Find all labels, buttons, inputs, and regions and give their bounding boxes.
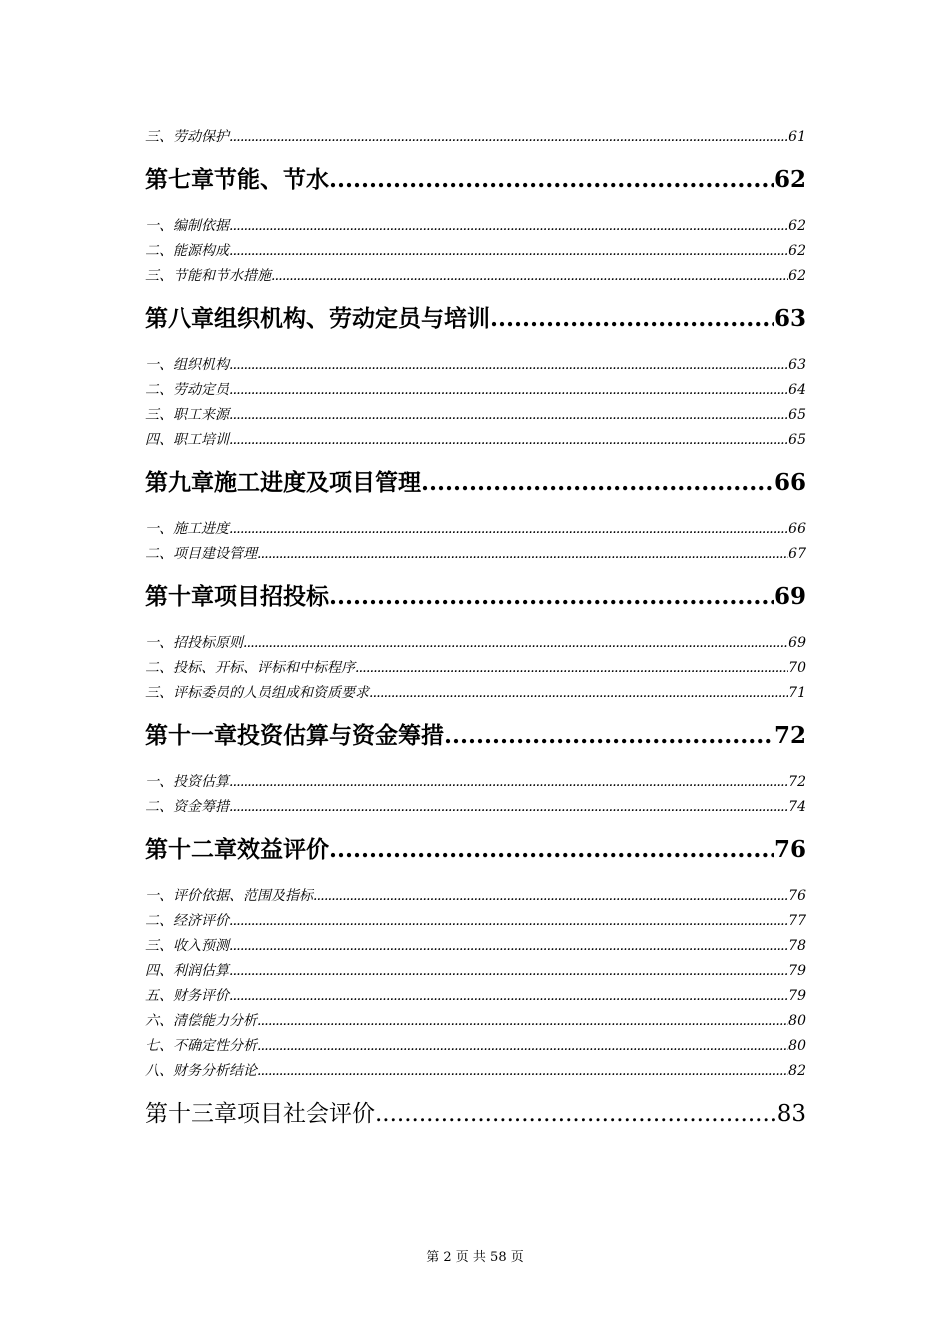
toc-entry-label: 二、资金筹措 <box>145 799 229 815</box>
toc-chapter-page: 83 <box>776 1101 806 1127</box>
toc-entry-label: 二、经济评价 <box>145 913 229 929</box>
toc-entry-page: 62 <box>788 218 806 234</box>
toc-entry-label: 八、财务分析结论 <box>145 1063 257 1079</box>
toc-entry-page: 69 <box>788 635 806 651</box>
toc-chapter[interactable] <box>145 160 806 200</box>
toc-entry[interactable] <box>145 542 806 567</box>
toc-chapter-page: 63 <box>773 305 806 332</box>
toc-entry[interactable] <box>145 1009 806 1034</box>
toc-entry-page: 70 <box>788 660 806 676</box>
toc-chapter[interactable] <box>145 830 806 870</box>
dot-leader <box>313 884 788 909</box>
toc-entry[interactable] <box>145 239 806 264</box>
toc-chapter[interactable] <box>145 463 806 503</box>
toc-entry-page: 74 <box>788 799 806 815</box>
toc-entry[interactable] <box>145 959 806 984</box>
toc-entry-page: 71 <box>788 685 806 701</box>
toc-chapter[interactable] <box>145 577 806 617</box>
toc-entry[interactable] <box>145 984 806 1009</box>
toc-entry-page: 66 <box>788 521 806 537</box>
toc-entry-label: 三、收入预测 <box>145 938 229 954</box>
toc-chapter[interactable] <box>145 299 806 339</box>
toc-chapter-page: 66 <box>773 469 806 496</box>
toc-entry-label: 六、清偿能力分析 <box>145 1013 257 1029</box>
toc-chapter-label: 第九章施工进度及项目管理 <box>145 469 421 496</box>
toc-entry-label: 二、劳动定员 <box>145 382 229 398</box>
toc-entry-label: 二、投标、开标、评标和中标程序 <box>145 660 355 676</box>
toc-entry[interactable] <box>145 1034 806 1059</box>
toc-chapter-label: 第十三章项目社会评价 <box>145 1101 375 1127</box>
toc-entry-page: 63 <box>788 357 806 373</box>
toc-chapter-page: 72 <box>773 722 806 749</box>
toc-chapter-page: 76 <box>773 836 806 863</box>
dot-leader <box>369 681 788 706</box>
dot-leader <box>421 463 774 503</box>
dot-leader <box>375 1094 777 1134</box>
toc-entry-page: 77 <box>788 913 806 929</box>
toc-entry-page: 72 <box>788 774 806 790</box>
dot-leader <box>329 830 774 870</box>
toc-entry-label: 三、评标委员的人员组成和资质要求 <box>145 685 369 701</box>
toc-chapter-label: 第十二章效益评价 <box>145 836 329 863</box>
dot-leader <box>229 984 788 1009</box>
toc-entry-page: 62 <box>788 268 806 284</box>
toc-entry[interactable] <box>145 884 806 909</box>
page-footer: 第 2 页 共 58 页 <box>426 1250 524 1265</box>
toc-entry-label: 三、职工来源 <box>145 407 229 423</box>
toc-chapter-page: 69 <box>773 583 806 610</box>
toc-entry[interactable] <box>145 909 806 934</box>
toc-entry-page: 76 <box>788 888 806 904</box>
toc-entry-page: 65 <box>788 407 806 423</box>
toc-entry-label: 五、财务评价 <box>145 988 229 1004</box>
dot-leader <box>243 631 788 656</box>
toc-chapter-label: 第八章组织机构、劳动定员与培训 <box>145 305 490 332</box>
toc-entry-page: 65 <box>788 432 806 448</box>
toc-entry-page: 80 <box>788 1013 806 1029</box>
toc-entry[interactable] <box>145 378 806 403</box>
toc-entry-label: 二、能源构成 <box>145 243 229 259</box>
toc-chapter[interactable] <box>145 1094 806 1134</box>
toc-entry[interactable] <box>145 770 806 795</box>
toc-entry-label: 三、劳动保护 <box>145 129 229 145</box>
toc-entry-label: 一、投资估算 <box>145 774 229 790</box>
toc-entry-page: 64 <box>788 382 806 398</box>
toc-entry[interactable] <box>145 214 806 239</box>
toc-entry-label: 四、利润估算 <box>145 963 229 979</box>
dot-leader <box>229 517 788 542</box>
dot-leader <box>257 542 788 567</box>
dot-leader <box>229 214 788 239</box>
dot-leader <box>229 934 788 959</box>
toc-entry-label: 一、组织机构 <box>145 357 229 373</box>
dot-leader <box>329 160 774 200</box>
dot-leader <box>257 1059 788 1084</box>
toc-chapter-label: 第十一章投资估算与资金筹措 <box>145 722 444 749</box>
toc-entry[interactable] <box>145 681 806 706</box>
toc-entry-page: 80 <box>788 1038 806 1054</box>
dot-leader <box>229 125 788 150</box>
toc-chapter-page: 62 <box>773 166 806 193</box>
toc-entry[interactable] <box>145 353 806 378</box>
toc-entry[interactable] <box>145 795 806 820</box>
toc-entry-label: 一、编制依据 <box>145 218 229 234</box>
toc-chapter-label: 第七章节能、节水 <box>145 166 329 193</box>
toc-entry-label: 一、施工进度 <box>145 521 229 537</box>
toc-entry[interactable] <box>145 264 806 289</box>
toc-entry-page: 82 <box>788 1063 806 1079</box>
toc-entry[interactable] <box>145 403 806 428</box>
dot-leader <box>229 428 788 453</box>
toc-entry-page: 61 <box>788 129 806 145</box>
dot-leader <box>229 959 788 984</box>
toc-entry-label: 七、不确定性分析 <box>145 1038 257 1054</box>
toc-entry-page: 67 <box>788 546 806 562</box>
dot-leader <box>490 299 774 339</box>
toc-entry[interactable] <box>145 125 806 150</box>
toc-entry[interactable] <box>145 656 806 681</box>
dot-leader <box>229 403 788 428</box>
dot-leader <box>229 770 788 795</box>
toc-entry-page: 79 <box>788 963 806 979</box>
toc-entry[interactable] <box>145 1059 806 1084</box>
dot-leader <box>229 795 788 820</box>
toc-entry[interactable] <box>145 517 806 542</box>
toc-entry-label: 四、职工培训 <box>145 432 229 448</box>
dot-leader <box>229 353 788 378</box>
dot-leader <box>229 909 788 934</box>
toc-entry-label: 二、项目建设管理 <box>145 546 257 562</box>
toc-chapter[interactable] <box>145 716 806 756</box>
dot-leader <box>355 656 788 681</box>
toc-entry-page: 79 <box>788 988 806 1004</box>
dot-leader <box>229 378 788 403</box>
dot-leader <box>444 716 774 756</box>
dot-leader <box>229 239 788 264</box>
toc-entry[interactable] <box>145 428 806 453</box>
dot-leader <box>271 264 788 289</box>
toc-entry-label: 三、节能和节水措施 <box>145 268 271 284</box>
toc-entry-label: 一、招投标原则 <box>145 635 243 651</box>
table-of-contents <box>145 125 806 1148</box>
dot-leader <box>257 1034 788 1059</box>
dot-leader <box>257 1009 788 1034</box>
toc-entry[interactable] <box>145 631 806 656</box>
toc-entry-page: 78 <box>788 938 806 954</box>
toc-entry-page: 62 <box>788 243 806 259</box>
toc-chapter-label: 第十章项目招投标 <box>145 583 329 610</box>
dot-leader <box>329 577 774 617</box>
toc-entry[interactable] <box>145 934 806 959</box>
toc-entry-label: 一、评价依据、范围及指标 <box>145 888 313 904</box>
